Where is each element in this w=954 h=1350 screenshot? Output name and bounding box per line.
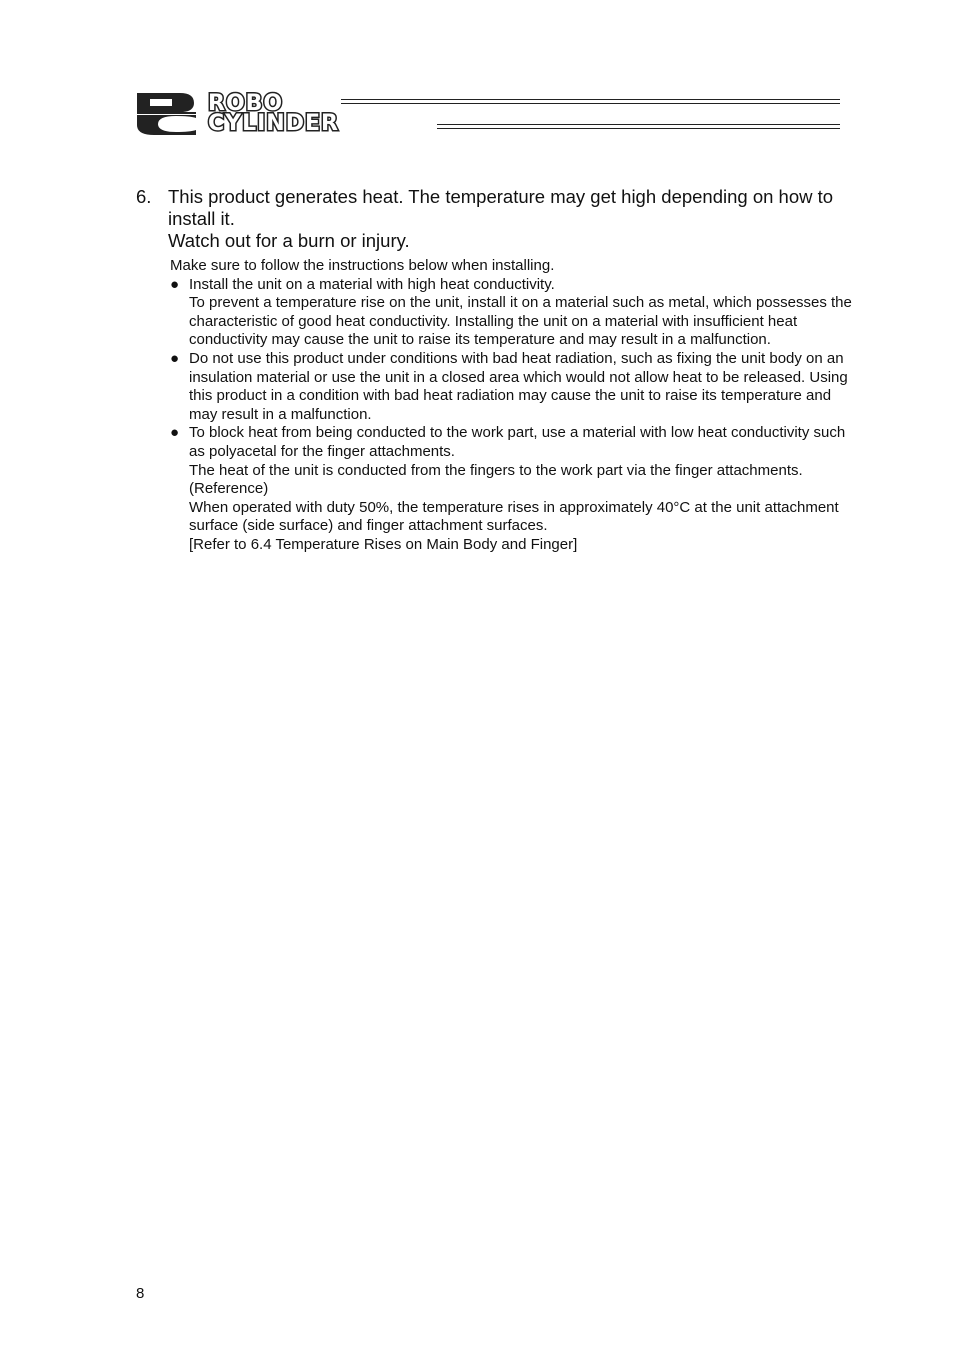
instructions-block	[170, 257, 860, 555]
item-title-line2: Watch out for a burn or injury.	[168, 230, 410, 251]
bullet-paragraph: Install the unit on a material with high heat conductivity.	[189, 275, 555, 293]
page-number: 8	[136, 1285, 145, 1302]
logo-text-robo: ROBO	[208, 91, 284, 116]
bullet-paragraph: To prevent a temperature rise on the unit, install it on a material such as metal, which possesses the characteristic of good heat conductivity. Installing the unit on a material with insufficient heat conductivity may cause the unit to raise its temperature and may result in a malfunction.	[189, 294, 852, 349]
bullet-item	[170, 276, 860, 350]
bullet-paragraph: Do not use this product under conditions with bad heat radiation, such as fixing the unit body on an insulation material or use the unit in a closed area which would not allow heat to be released. Using this product in a condition with bad heat radiation may cause the unit to raise its temperature and may result in a malfunction.	[189, 349, 848, 423]
bullet-marker: ●	[170, 424, 180, 442]
bullet-paragraph: To block heat from being conducted to the work part, use a material with low heat conductivity such as polyacetal for the finger attachments.	[189, 424, 846, 460]
bullet-marker: ●	[170, 275, 180, 293]
rc-logo-icon	[136, 92, 208, 136]
header-rule-bottom-2	[437, 128, 840, 129]
item-title-line1: This product generates heat. The temperature may get high depending on how to install it.	[168, 186, 834, 229]
bullet-item	[170, 424, 860, 554]
bullet-paragraph: When operated with duty 50%, the temperature rises in approximately 40°C at the unit attachment surface (side surface) and finger attachment surfaces.	[189, 498, 839, 535]
header-rule-top-1	[341, 99, 840, 100]
bullet-paragraph: [Refer to 6.4 Temperature Rises on Main Body and Finger]	[189, 535, 578, 553]
bullet-paragraph: (Reference)	[189, 480, 269, 498]
header-rule-top-2	[341, 103, 840, 104]
logo-text-cylinder: CYLINDER	[208, 111, 339, 136]
intro-text: Make sure to follow the instructions below when installing.	[170, 257, 555, 274]
bullet-item	[170, 350, 860, 424]
bullet-paragraph: The heat of the unit is conducted from the fingers to the work part via the finger attachments.	[189, 461, 803, 479]
item-number: 6.	[136, 186, 152, 207]
item-title	[168, 186, 848, 252]
header-rule-bottom-1	[437, 124, 840, 125]
bullet-marker: ●	[170, 349, 180, 367]
